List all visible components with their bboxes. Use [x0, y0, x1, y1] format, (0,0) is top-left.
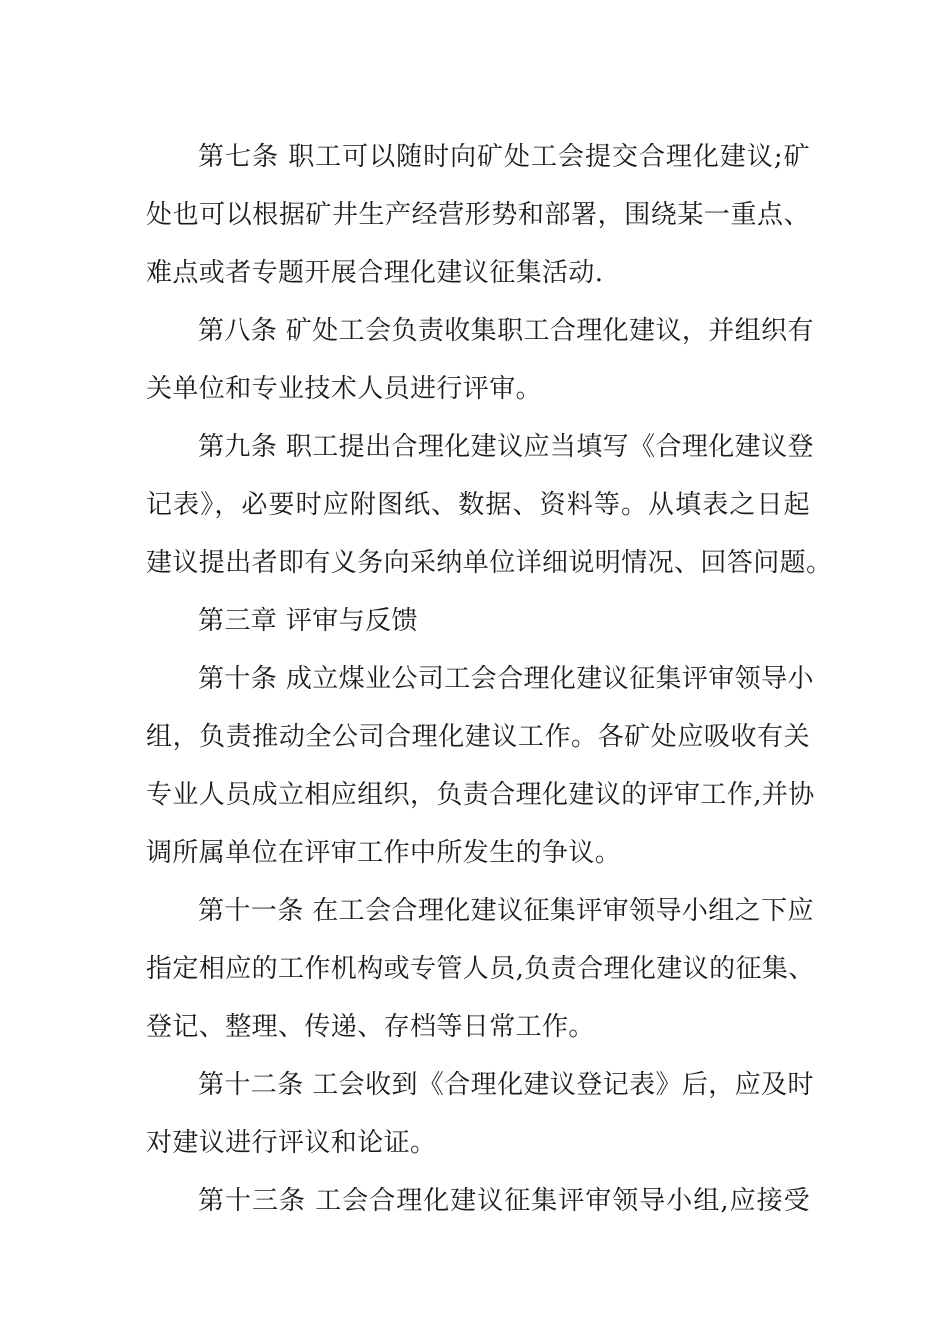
text-line: 组，负责推动全公司合理化建议工作。各矿处应吸收有关: [146, 722, 810, 752]
text-line: 建议提出者即有义务向采纳单位详细说明情况、回答问题。: [146, 548, 833, 578]
paragraph-article-9: [146, 418, 833, 592]
text-line: 第七条 职工可以随时向矿处工会提交合理化建议;矿: [198, 142, 810, 172]
text-line: 关单位和专业技术人员进行评审。: [146, 374, 543, 404]
text-line: 记表》，必要时应附图纸、数据、资料等。从填表之日起: [146, 490, 810, 520]
paragraph-article-7: [146, 128, 810, 302]
text-line: 对建议进行评议和论证。: [146, 1128, 437, 1158]
paragraph-article-10: [146, 650, 815, 882]
text-line: 第十二条 工会收到《合理化建议登记表》后，应及时: [198, 1070, 814, 1100]
text-line: 专业人员成立相应组织，负责合理化建议的评审工作,并协: [146, 780, 815, 810]
text-line: 登记、整理、传递、存档等日常工作。: [146, 1012, 595, 1042]
text-line: 指定相应的工作机构或专管人员,负责合理化建议的征集、: [146, 954, 815, 984]
text-line: 第十三条 工会合理化建议征集评审领导小组,应接受: [198, 1186, 810, 1216]
text-line: 调所属单位在评审工作中所发生的争议。: [146, 838, 622, 868]
document-body: [146, 128, 833, 1230]
text-line: 处也可以根据矿井生产经营形势和部署，围绕某一重点、: [146, 200, 810, 230]
text-line: 第九条 职工提出合理化建议应当填写《合理化建议登: [198, 432, 814, 462]
text-line: 难点或者专题开展合理化建议征集活动.: [146, 258, 604, 288]
paragraph-article-11: [146, 882, 815, 1056]
text-line: 第十条 成立煤业公司工会合理化建议征集评审领导小: [198, 664, 814, 694]
paragraph-article-12: [146, 1056, 814, 1172]
chapter-heading: [146, 592, 810, 650]
text-line: 第十一条 在工会合理化建议征集评审领导小组之下应: [198, 896, 814, 926]
paragraph-article-13: [146, 1172, 810, 1230]
text-line: 第八条 矿处工会负责收集职工合理化建议，并组织有: [198, 316, 814, 346]
paragraph-article-8: [146, 302, 814, 418]
chapter-title: 第三章 评审与反馈: [198, 606, 418, 636]
